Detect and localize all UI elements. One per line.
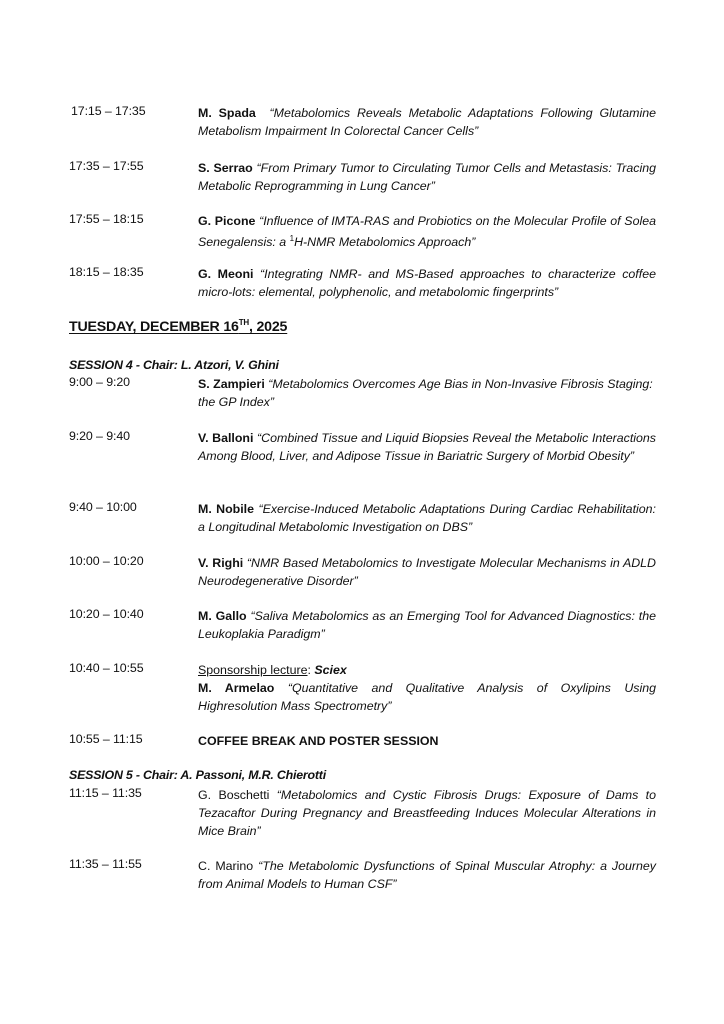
speaker-name: S. Serrao: [198, 161, 253, 175]
break-label: COFFEE BREAK AND POSTER SESSION: [198, 734, 439, 748]
speaker-name: G. Boschetti: [198, 788, 270, 802]
speaker-name: V. Balloni: [198, 431, 254, 445]
talk-description: [198, 607, 656, 643]
talk-title: “The Metabolomic Dysfunctions of Spinal Muscular Atrophy: a Journey from Animal Models to Human CSF”: [198, 859, 656, 891]
speaker-name: M. Nobile: [198, 502, 255, 516]
talk-title: “Combined Tissue and Liquid Biopsies Reveal the Metabolic Interactions Among Blood, Liver, and Adipose Tissue in Bariatric Surgery of Morbid Obesity”: [198, 431, 657, 463]
time-slot: 10:55 – 11:15: [69, 732, 143, 746]
talk-title: “NMR Based Metabolomics to Investigate Molecular Mechanisms in ADLD Neurodegenerative Disorder”: [198, 556, 656, 588]
talk-description: [198, 375, 656, 411]
break-description: [198, 732, 656, 750]
time-slot: 17:35 – 17:55: [69, 159, 144, 173]
time-slot: 9:40 – 10:00: [69, 500, 137, 514]
sponsor-name: Sciex: [314, 663, 347, 677]
talk-title: “From Primary Tumor to Circulating Tumor Cells and Metastasis: Tracing Metabolic Reprogramming in Lung Cancer”: [198, 161, 656, 193]
speaker-name: C. Marino: [198, 859, 254, 873]
time-slot: 10:40 – 10:55: [69, 661, 144, 675]
talk-title: “Metabolomics and Cystic Fibrosis Drugs: Exposure of Dams to Tezacaftor During Pregnancy and Breastfeeding Induces Molecular Alterations in Mice Brain”: [198, 788, 656, 838]
talk-title: “Metabolomics Overcomes Age Bias in Non-Invasive Fibrosis Staging: the GP Index”: [198, 377, 653, 409]
sponsor-line: [198, 661, 656, 679]
speaker-name: G. Meoni: [198, 267, 254, 281]
time-slot: 10:20 – 10:40: [69, 607, 144, 621]
talk-description: [198, 500, 656, 536]
talk-description: [198, 212, 656, 251]
talk-description: [198, 265, 656, 301]
speaker-name: S. Zampieri: [198, 377, 265, 391]
talk-title: [198, 214, 656, 249]
time-slot: 9:20 – 9:40: [69, 429, 130, 443]
session-heading: SESSION 5 - Chair: A. Passoni, M.R. Chierotti: [69, 768, 326, 782]
time-slot: 11:15 – 11:35: [69, 786, 142, 800]
talk-description: [198, 857, 656, 893]
talk-title-part: “Influence of IMTA-RAS and Probiotics on the Molecular Profile of Solea Senegalensis: a: [198, 214, 656, 249]
time-slot: 9:00 – 9:20: [69, 375, 130, 389]
speaker-name: M. Gallo: [198, 609, 247, 623]
talk-title: “Quantitative and Qualitative Analysis of Oxylipins Using Highresolution Mass Spectrometry”: [198, 681, 657, 713]
talk-description: [198, 429, 656, 465]
isotope-superscript: 1: [289, 234, 295, 243]
talk-title: “Integrating NMR- and MS-Based approaches to characterize coffee micro-lots: elemental, polyphenolic, and metabolomic fingerprints”: [198, 267, 656, 299]
talk-description: [198, 159, 656, 195]
speaker-name: M. Spada: [198, 106, 256, 120]
speaker-name: M. Armelao: [198, 681, 275, 695]
sponsored-talk: [198, 679, 656, 715]
day-heading-year: , 2025: [248, 319, 288, 335]
speaker-name: G. Picone: [198, 214, 256, 228]
ordinal-superscript: TH: [238, 318, 249, 327]
talk-title-part: H-NMR Metabolomics Approach”: [294, 235, 476, 249]
session-heading: SESSION 4 - Chair: L. Atzori, V. Ghini: [69, 358, 279, 372]
talk-description: [198, 554, 656, 590]
talk-title: “Metabolomics Reveals Metabolic Adaptations Following Glutamine Metabolism Impairment In Colorectal Cancer Cells”: [198, 106, 657, 138]
talk-title: “Exercise-Induced Metabolic Adaptations During Cardiac Rehabilitation: a Longitudinal Metabolomic Investigation on DBS”: [198, 502, 656, 534]
talk-description: [198, 661, 656, 715]
speaker-name: V. Righi: [198, 556, 244, 570]
day-heading-text: TUESDAY, DECEMBER 16: [69, 319, 239, 335]
talk-description: [198, 104, 656, 140]
time-slot: 10:00 – 10:20: [69, 554, 144, 568]
separator: :: [307, 663, 315, 677]
talk-description: [198, 786, 656, 840]
day-heading: [69, 318, 287, 335]
time-slot: 17:55 – 18:15: [69, 212, 144, 226]
time-slot: 11:35 – 11:55: [69, 857, 142, 871]
talk-title: “Saliva Metabolomics as an Emerging Tool for Advanced Diagnostics: the Leukoplakia Paradigm”: [198, 609, 656, 641]
sponsorship-label: Sponsorship lecture: [198, 663, 308, 677]
time-slot: 17:15 – 17:35: [71, 104, 146, 118]
time-slot: 18:15 – 18:35: [69, 265, 144, 279]
